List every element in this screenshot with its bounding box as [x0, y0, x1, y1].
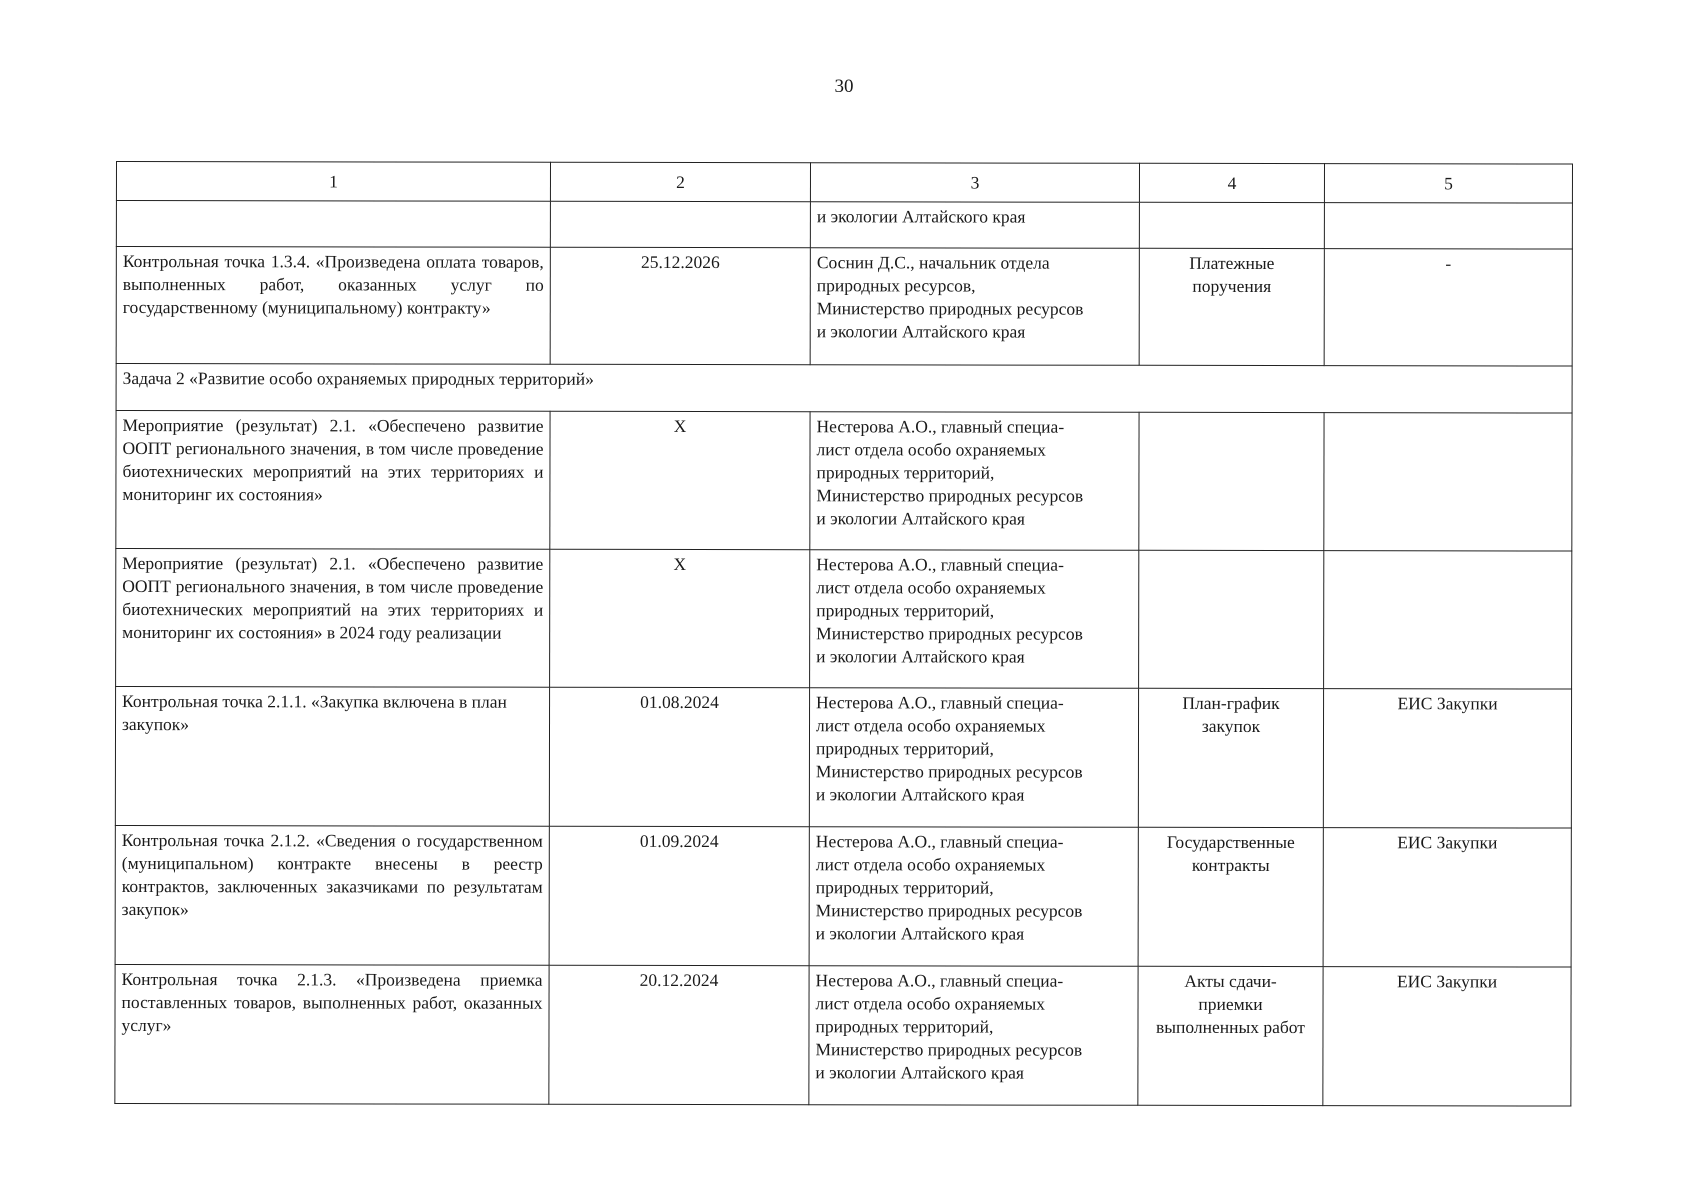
- plan-table: [114, 161, 1573, 1107]
- task-title: Задача 2 «Развитие особо охраняемых природных территорий»: [116, 364, 1572, 414]
- date-cell: X: [550, 549, 810, 687]
- date-cell: 01.08.2024: [549, 687, 809, 826]
- responsible-cell: [809, 688, 1138, 828]
- responsible-line: лист отдела особо охраняемых: [815, 854, 1046, 875]
- document-cell: [1138, 688, 1323, 827]
- responsible-line: лист отдела особо охраняемых: [816, 577, 1046, 598]
- column-header: 2: [550, 162, 810, 201]
- responsible-line: и экологии Алтайского края: [815, 923, 1025, 944]
- responsible-cell: и экологии Алтайского края: [810, 202, 1139, 249]
- document-line: выполненных работ: [1155, 1016, 1305, 1038]
- responsible-line: природных территорий,: [815, 1016, 994, 1037]
- responsible-line: Министерство природных ресурсов: [815, 900, 1083, 921]
- table-header-row: [116, 162, 1572, 204]
- responsible-line: Нестерова А.О., главный специа-: [815, 970, 1064, 991]
- document-cell: [1138, 966, 1323, 1105]
- date-cell: 01.09.2024: [549, 826, 809, 965]
- document-line: поручения: [1192, 275, 1272, 297]
- document-line: Государственные: [1166, 831, 1295, 853]
- responsible-line: Министерство природных ресурсов: [816, 298, 1084, 319]
- responsible-cell: [809, 827, 1138, 967]
- name-cell: Контрольная точка 2.1.3. «Произведена приемка поставленных товаров, выполненных работ, оказанных услуг»: [115, 964, 549, 1104]
- responsible-line: Нестерова А.О., главный специа-: [816, 554, 1064, 575]
- responsible-cell: [810, 412, 1139, 551]
- page-number: 30: [834, 76, 854, 97]
- document-cell: [1138, 827, 1323, 966]
- system-cell: ЕИС Закупки: [1323, 828, 1571, 967]
- document-line: приемки: [1198, 993, 1263, 1015]
- table-row: [115, 825, 1571, 967]
- responsible-line: природных территорий,: [816, 462, 995, 483]
- name-cell: [116, 201, 550, 248]
- responsible-line: лист отдела особо охраняемых: [816, 439, 1046, 460]
- table-row: [116, 411, 1572, 552]
- responsible-line: Министерство природных ресурсов: [816, 485, 1084, 506]
- name-cell: Мероприятие (результат) 2.1. «Обеспечено развитие ООПТ регионального значения, в том числе проведение биотехнических мероприятий на этих территориях и мониторинг их состояния»: [116, 411, 550, 550]
- column-header: 4: [1139, 163, 1324, 202]
- responsible-line: Министерство природных ресурсов: [816, 623, 1083, 644]
- column-header: 1: [116, 162, 550, 202]
- responsible-line: Нестерова А.О., главный специа-: [816, 692, 1064, 713]
- document-line: контракты: [1191, 854, 1270, 876]
- responsible-line: и экологии Алтайского края: [815, 784, 1025, 805]
- date-cell: X: [550, 411, 810, 549]
- responsible-cell: [810, 248, 1139, 366]
- continuation-row: [116, 201, 1572, 250]
- name-cell: Контрольная точка 2.1.2. «Сведения о государственном (муниципальном) контракте внесены в реестр контрактов, заключенных заказчиками по результатам закупок»: [115, 825, 549, 965]
- system-cell: -: [1324, 249, 1572, 366]
- column-header: 5: [1324, 164, 1572, 203]
- document-line: закупок: [1201, 715, 1261, 736]
- responsible-line: и экологии Алтайского края: [815, 1062, 1025, 1083]
- document-cell: [1139, 412, 1324, 550]
- responsible-line: природных территорий,: [816, 600, 995, 621]
- responsible-line: Нестерова А.О., главный специа-: [816, 416, 1065, 437]
- document-line: Акты сдачи-: [1184, 970, 1277, 992]
- document-line: План-график: [1182, 692, 1280, 714]
- document-cell: [1139, 248, 1324, 365]
- document-cell: [1139, 550, 1324, 688]
- system-cell: [1324, 203, 1572, 249]
- document-line: Платежные: [1189, 252, 1275, 274]
- date-cell: [550, 201, 810, 247]
- responsible-line: лист отдела особо охраняемых: [815, 715, 1046, 736]
- name-cell: Контрольная точка 1.3.4. «Произведена оплата товаров, выполненных работ, оказанных услуг по государственному (муниципальному) контракту»: [116, 247, 550, 365]
- table-row: [115, 687, 1571, 829]
- responsible-line: и экологии Алтайского края: [816, 508, 1025, 529]
- system-cell: ЕИС Закупки: [1323, 689, 1571, 828]
- table-row: [116, 247, 1572, 367]
- table-row: [115, 964, 1571, 1106]
- responsible-cell: [810, 550, 1139, 689]
- responsible-line: природных территорий,: [815, 877, 994, 898]
- system-cell: [1324, 413, 1572, 551]
- column-header: 3: [810, 163, 1139, 203]
- responsible-cell: [809, 966, 1138, 1106]
- system-cell: [1324, 551, 1572, 689]
- name-cell: Контрольная точка 2.1.1. «Закупка включена в план закупок»: [115, 687, 549, 827]
- date-cell: 20.12.2024: [549, 965, 809, 1104]
- responsible-line: Соснин Д.С., начальник отдела: [816, 252, 1050, 273]
- responsible-line: и экологии Алтайского края: [816, 646, 1025, 667]
- name-cell: Мероприятие (результат) 2.1. «Обеспечено развитие ООПТ регионального значения, в том числе проведение биотехнических мероприятий на этих территориях и мониторинг их состояния» в 2024 году реализации: [116, 549, 550, 688]
- responsible-line: Министерство природных ресурсов: [815, 1039, 1083, 1060]
- responsible-line: Министерство природных ресурсов: [815, 761, 1083, 782]
- table-row: [116, 549, 1572, 690]
- responsible-line: лист отдела особо охраняемых: [815, 993, 1046, 1014]
- system-cell: ЕИС Закупки: [1323, 967, 1571, 1106]
- responsible-line: Нестерова А.О., главный специа-: [815, 831, 1064, 852]
- responsible-line: природных территорий,: [815, 738, 994, 759]
- responsible-line: природных ресурсов,: [816, 275, 976, 296]
- date-cell: 25.12.2026: [550, 247, 810, 364]
- responsible-line: и экологии Алтайского края: [816, 321, 1026, 342]
- task-row: [116, 364, 1572, 414]
- document-cell: [1139, 202, 1324, 248]
